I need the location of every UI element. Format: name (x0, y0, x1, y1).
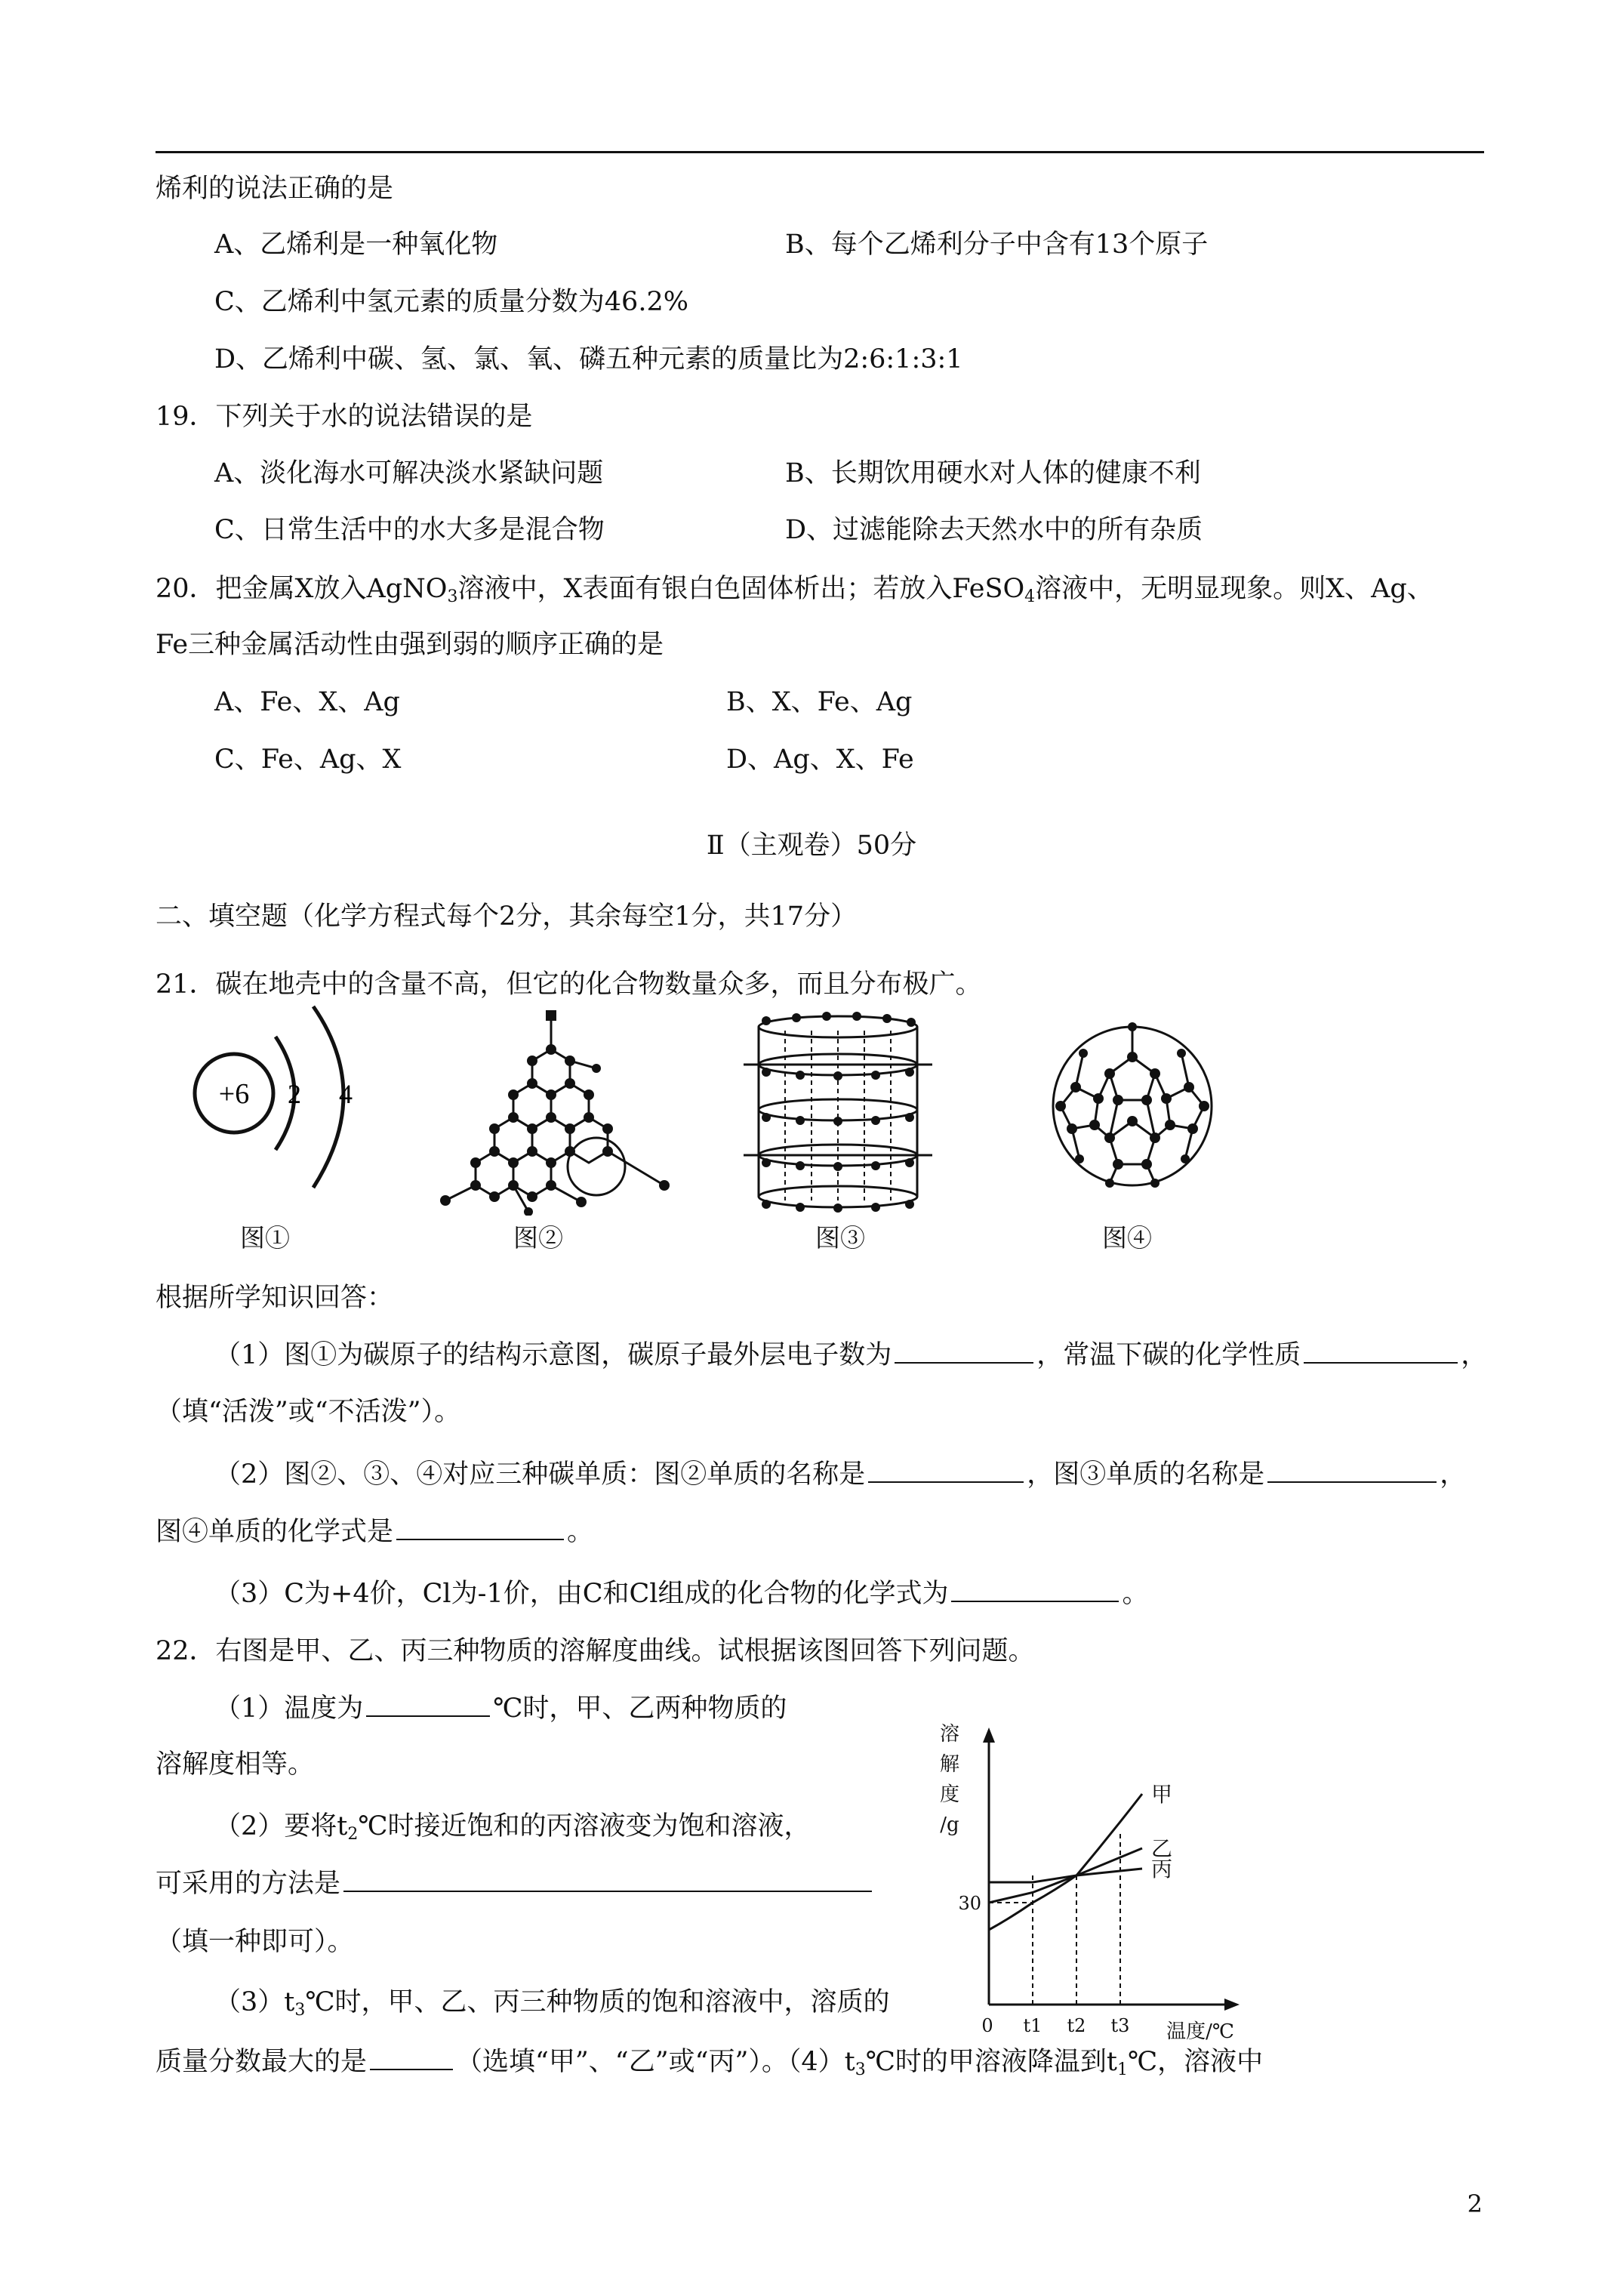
diamond-structure-diagram (438, 1004, 679, 1216)
atom-nucleus-label: +6 (218, 1078, 250, 1110)
q22-part3-text-b: ℃时，甲、乙、丙三种物质的饱和溶液中，溶质的 (305, 1987, 890, 2017)
q20-stem-part-a: 20．把金属X放入AgNO (156, 574, 448, 604)
x-tick-label-1: t1 (1023, 2015, 1042, 2036)
q22-part2-text-c: 可采用的方法是 (156, 1869, 341, 1899)
q18-option-d: D、乙烯利中碳、氢、氯、氧、磷五种元素的质量比为2:6:1:3:1 (214, 344, 963, 374)
x-tick-label-3: t3 (1110, 2015, 1130, 2036)
q21-part1 (214, 1338, 1487, 1372)
y-axis-label-char-4: /g (940, 1814, 959, 1836)
figure-caption-2: 图② (513, 1223, 563, 1253)
q21-part1-text-c: ， (1461, 1340, 1488, 1370)
q20-option-d: D、Ag、X、Fe (726, 744, 914, 775)
q22-part3-subscript-3: 1 (1116, 2060, 1128, 2079)
q20-option-b: B、X、Fe、Ag (726, 687, 913, 717)
q21-part2-text-d: 图④单质的化学式是 (156, 1517, 394, 1547)
series-label-1: 甲 (1151, 1782, 1173, 1807)
q21-part1-text-a: （1）图①为碳原子的结构示意图，碳原子最外层电子数为 (214, 1340, 892, 1370)
q22-part2-text-b: ℃时接近饱和的丙溶液变为饱和溶液， (358, 1811, 811, 1841)
q22-part1 (214, 1691, 787, 1725)
q20-subscript-2: 4 (1024, 587, 1036, 606)
q18-option-b: B、每个乙烯利分子中含有13个原子 (785, 230, 1209, 260)
q22-part2-note: （填一种即可）。 (156, 1927, 354, 1957)
header-rule (156, 151, 1484, 153)
q21-part2 (214, 1457, 1466, 1491)
q20-option-c: C、Fe、Ag、X (214, 744, 402, 775)
q22-part3-text-a: （3）t (214, 1987, 295, 2017)
q22-blank-temperature[interactable] (366, 1691, 490, 1717)
q21-prompt: 根据所学知识回答： (156, 1283, 394, 1313)
fullerene-structure-diagram (1042, 1015, 1223, 1197)
q21-blank-outer-electrons[interactable] (895, 1338, 1033, 1364)
q22-blank-max-mass-fraction[interactable] (370, 2045, 453, 2070)
y-axis-arrow (983, 1727, 995, 1743)
y-axis-label-char-3: 度 (939, 1783, 960, 1806)
q22-part3-text-e: ℃时的甲溶液降温到t (865, 2047, 1117, 2077)
q19-stem: 19．下列关于水的说法错误的是 (156, 402, 533, 432)
q21-part1-text-b: ，常温下碳的化学性质 (1036, 1340, 1301, 1370)
carbon-atom-diagram (181, 1003, 370, 1222)
q18-option-c: C、乙烯利中氢元素的质量分数为46.2% (214, 287, 688, 317)
q22-stem: 22．右图是甲、乙、丙三种物质的溶解度曲线。试根据该图回答下列问题。 (156, 1636, 1035, 1666)
series-curve-2 (989, 1848, 1142, 1903)
q18-stem-tail: 烯利的说法正确的是 (156, 174, 394, 204)
q19-option-c: C、日常生活中的水大多是混合物 (214, 515, 605, 545)
section2-title: Ⅱ（主观卷）50分 (706, 831, 917, 861)
q19-option-a: A、淡化海水可解决淡水紧缺问题 (214, 458, 604, 488)
y-tick-label-30: 30 (958, 1893, 981, 1914)
q19-option-b: B、长期饮用硬水对人体的健康不利 (785, 458, 1201, 488)
solubility-curve-chart (929, 1714, 1253, 2061)
q22-part3-subscript-2: 3 (855, 2060, 866, 2079)
q20-stem-part-c: 溶液中，无明显现象。则X、Ag、 (1035, 574, 1434, 604)
atom-shell2-label: 4 (339, 1079, 353, 1109)
q20-subscript-1: 3 (447, 587, 458, 606)
q21-part2-line2 (156, 1515, 593, 1549)
q22-part2-text-a: （2）要将t (214, 1811, 348, 1841)
figure-caption-1: 图① (240, 1223, 290, 1253)
q20-stem (156, 572, 1434, 614)
series-label-3: 丙 (1151, 1857, 1173, 1881)
q22-part3 (214, 1986, 890, 2027)
q21-part2-text-a: （2）图②、③、④对应三种碳单质：图②单质的名称是 (214, 1459, 866, 1490)
x-axis-arrow (1224, 1999, 1240, 2011)
q21-part2-text-e: 。 (567, 1517, 594, 1547)
q22-part2-line2 (156, 1866, 875, 1900)
series-curve-1 (989, 1794, 1142, 1930)
q21-part3-text-b: 。 (1122, 1579, 1149, 1609)
figure-caption-3: 图③ (815, 1223, 865, 1253)
page-number: 2 (1467, 2190, 1483, 2218)
x-tick-label-2: t2 (1067, 2015, 1086, 2036)
y-axis-label-char-1: 溶 (939, 1723, 960, 1746)
q22-part1-line2: 溶解度相等。 (156, 1749, 315, 1780)
q21-part3 (214, 1576, 1148, 1610)
q21-blank-fig2-name[interactable] (868, 1457, 1024, 1483)
series-label-2: 乙 (1151, 1836, 1173, 1861)
q19-option-d: D、过滤能除去天然水中的所有杂质 (785, 515, 1203, 545)
q21-part2-text-c: ， (1440, 1459, 1467, 1490)
q21-blank-fig4-formula[interactable] (396, 1515, 564, 1540)
q21-part3-text-a: （3）C为+4价，Cl为-1价，由C和Cl组成的化合物的化学式为 (214, 1579, 949, 1609)
q21-part1-note: （填“活泼”或“不活泼”）。 (156, 1397, 461, 1427)
x-tick-label-0: 0 (981, 2015, 993, 2036)
q18-option-a: A、乙烯利是一种氧化物 (214, 230, 498, 260)
graphite-structure-diagram (736, 1012, 940, 1216)
q22-part1-text-a: （1）温度为 (214, 1693, 364, 1724)
q22-part3-text-c: 质量分数最大的是 (156, 2047, 368, 2077)
q21-blank-ccl-formula[interactable] (951, 1576, 1119, 1602)
q22-part3-text-f: ℃，溶液中 (1127, 2047, 1264, 2077)
q22-part2 (214, 1810, 811, 1851)
figure-caption-4: 图④ (1102, 1223, 1152, 1253)
q21-part2-text-b: ，图③单质的名称是 (1027, 1459, 1265, 1490)
q22-part2-subscript: 2 (347, 1825, 359, 1844)
q22-part3-subscript: 3 (294, 2001, 306, 2020)
x-axis-label: 温度/℃ (1166, 2020, 1234, 2043)
q20-option-a: A、Fe、X、Ag (214, 687, 400, 717)
section2-heading: 二、填空题（化学方程式每个2分，其余每空1分，共17分） (156, 901, 858, 932)
y-axis-label-char-2: 解 (939, 1753, 960, 1776)
q21-blank-fig3-name[interactable] (1267, 1457, 1437, 1483)
q20-stem-part-b: 溶液中，X表面有银白色固体析出；若放入FeSO (457, 574, 1025, 604)
atom-shell1-label: 2 (288, 1079, 301, 1109)
q21-blank-chemical-property[interactable] (1304, 1338, 1458, 1364)
q22-part3-text-d: （选填“甲”、“乙”或“丙”）。（4）t (456, 2047, 855, 2077)
q20-stem-line2: Fe三种金属活动性由强到弱的顺序正确的是 (156, 630, 664, 660)
q22-part1-text-b: ℃时，甲、乙两种物质的 (493, 1693, 787, 1724)
q22-blank-method[interactable] (343, 1866, 872, 1892)
q21-stem: 21．碳在地壳中的含量不高，但它的化合物数量众多，而且分布极广。 (156, 969, 982, 1000)
